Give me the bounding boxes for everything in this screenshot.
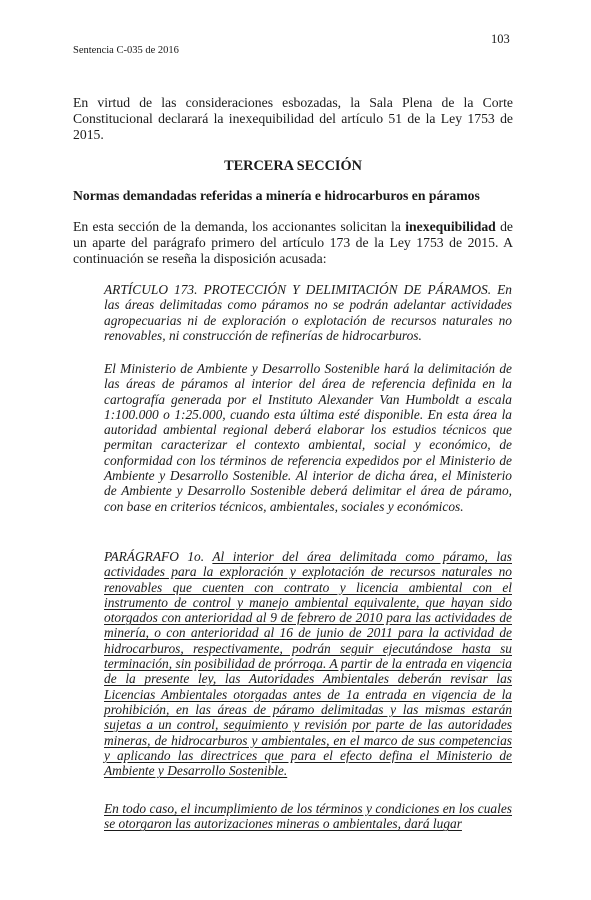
quoted-paragraph-1o — [104, 549, 512, 778]
section-title: TERCERA SECCIÓN — [224, 158, 362, 174]
quoted-article-paragraph-2: El Ministerio de Ambiente y Desarrollo Sostenible hará la delimitación de las áreas de páramos al interior del área de referencia definida en la cartografía generada por el Instituto Alexander Van Humboldt a escala 1:100.000 o 1:25.000, cuando esta última esté disponible. En esta área la autoridad ambiental regional deberá elaborar los estudios técnicos que permitan caracterizar el contexto ambiental, social y económico, de conformidad con los términos de referencia expedidos por el Ministerio de Ambiente y Desarrollo Sostenible. Al interior de dicha área, el Ministerio de Ambiente y Desarrollo Sostenible deberá delimitar el área de páramo, con base en criterios técnicos, ambientales, sociales y económicos. — [104, 361, 512, 514]
paragraph-4-underlined-text: En todo caso, el incumplimiento de los términos y condiciones en los cuales se otorgaron las autorizaciones mineras o ambientales, dará lugar — [104, 801, 512, 832]
paragraph-1o-label: PARÁGRAFO 1o. — [104, 549, 205, 564]
demand-paragraph-text-2: de un aparte del parágrafo primero del artículo 173 de la Ley 1753 de 2015. A continuación se reseña la disposición acusada: — [73, 219, 514, 266]
paragraph-1o-underlined-text: Al interior del área delimitada como páramo, las actividades para la exploración y explotación de recursos naturales no renovables que cuenten con contrato y licencia ambiental con el instrumento de control y manejo ambiental equivalente, que hayan sido otorgados con anterioridad al 9 de febrero de 2010 para las actividades de minería, o con anterioridad al 16 de junio de 2011 para la actividad de hidrocarburos, respectivamente, podrán seguir ejecutándose hasta su terminación, sin posibilidad de prórroga. A partir de la entrada en vigencia de la presente ley, las Autoridades Ambientales deberán revisar las Licencias Ambientales otorgadas antes de 1a entrada en vigencia de la prohibición, en las áreas de páramo delimitadas y las mismas estarán sujetas a un control, seguimiento y revisión por parte de las autoridades mineras, de hidrocarburos y ambientales, en el marco de sus competencias y aplicando las directrices que para el efecto defina el Ministerio de Ambiente y Desarrollo Sostenible. — [104, 549, 512, 779]
section-subtitle: Normas demandadas referidas a minería e hidrocarburos en páramos — [73, 188, 480, 203]
quoted-article-paragraph-1: ARTÍCULO 173. PROTECCIÓN Y DELIMITACIÓN DE PÁRAMOS. En las áreas delimitadas como páramos no se podrán adelantar actividades agropecuarias ni de exploración o explotación de recursos naturales no renovables, ni construcción de refinerías de hidrocarburos. — [104, 282, 512, 343]
quoted-article-paragraph-4 — [104, 801, 512, 832]
demand-paragraph-text-1: En esta sección de la demanda, los accionantes solicitan la — [73, 219, 406, 234]
intro-paragraph: En virtud de las consideraciones esbozadas, la Sala Plena de la Corte Constitucional declarará la inexequibilidad del artículo 51 de la Ley 1753 de 2015. — [73, 95, 513, 142]
running-header: Sentencia C-035 de 2016 — [73, 45, 179, 56]
demand-paragraph — [73, 219, 513, 267]
demand-paragraph-bold: inexequibilidad — [405, 219, 496, 234]
page-number: 103 — [491, 32, 510, 46]
